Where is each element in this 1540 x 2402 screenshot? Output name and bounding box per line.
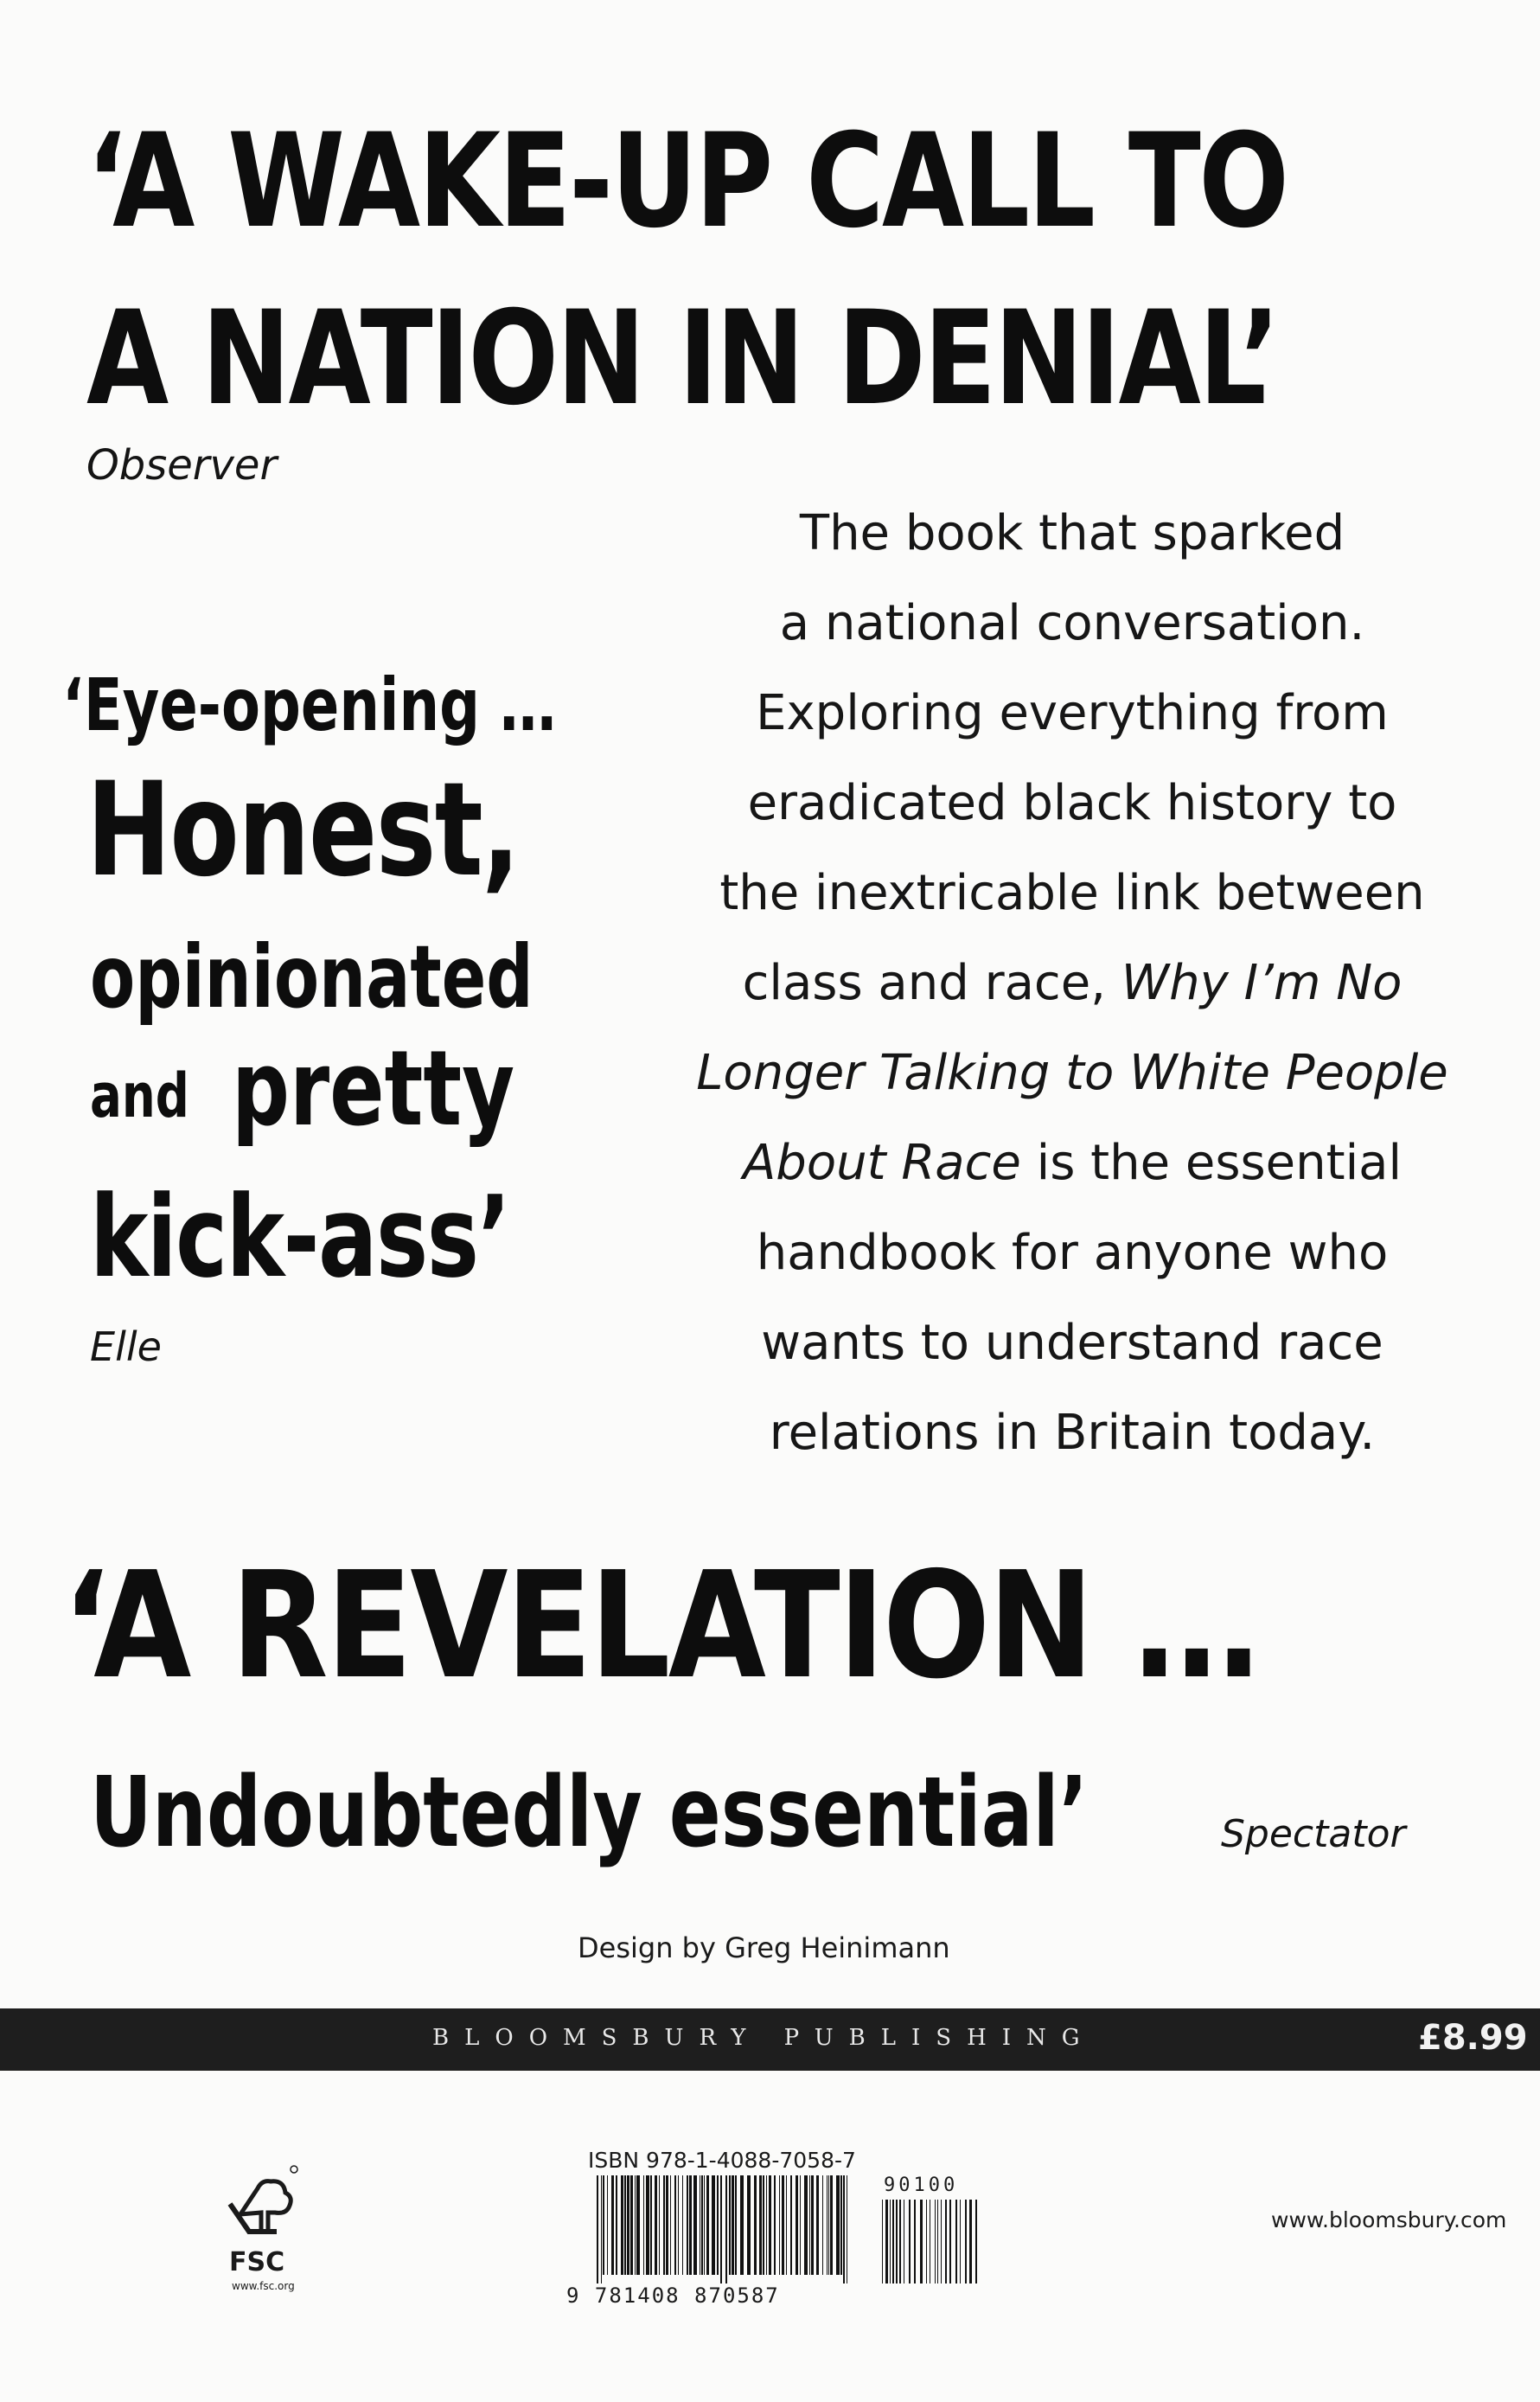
quote-observer-line2: A NATION IN DENIAL’ bbox=[86, 284, 1279, 434]
barcode-bar bbox=[786, 2175, 787, 2275]
barcode-bar bbox=[659, 2175, 660, 2275]
barcode-bar bbox=[624, 2175, 626, 2275]
barcode-addon-bar bbox=[955, 2200, 957, 2284]
barcode-addon-bar bbox=[975, 2200, 977, 2284]
quote-spectator-line2: Undoubtedly essential’ bbox=[90, 1757, 1089, 1869]
blurb-line: the inextricable link between bbox=[719, 865, 1425, 921]
blurb-line bbox=[674, 1028, 1470, 1118]
barcode-bar bbox=[616, 2175, 617, 2275]
barcode-bar bbox=[729, 2175, 731, 2275]
barcode-bar bbox=[732, 2175, 734, 2275]
barcode-addon-bar bbox=[969, 2200, 972, 2284]
blurb-line: a national conversation. bbox=[779, 595, 1365, 651]
barcode-addon-bar bbox=[960, 2200, 961, 2284]
barcode-bar bbox=[603, 2175, 604, 2275]
blurb-line: eradicated black history to bbox=[747, 775, 1397, 831]
blurb-text: is the essential bbox=[1020, 1135, 1403, 1191]
barcode-bar bbox=[836, 2175, 840, 2275]
barcode-bar bbox=[650, 2175, 652, 2275]
barcode-addon-bar bbox=[935, 2200, 936, 2284]
barcode-bar bbox=[635, 2175, 636, 2275]
barcode-bar bbox=[674, 2175, 676, 2275]
barcode-bar bbox=[655, 2175, 657, 2275]
barcode-bar bbox=[607, 2175, 608, 2275]
barcode-digits: 9 781408 870587 bbox=[566, 2284, 780, 2308]
barcode-addon-bar bbox=[937, 2200, 938, 2284]
book-title-part: Why I’m No bbox=[1121, 955, 1403, 1011]
barcode-bar bbox=[701, 2175, 703, 2275]
barcode-bar bbox=[763, 2175, 764, 2275]
barcode-bar bbox=[663, 2175, 665, 2275]
barcode-bar bbox=[627, 2175, 629, 2275]
barcode-addon-bar bbox=[965, 2200, 967, 2284]
barcode-addon-bar bbox=[949, 2200, 951, 2284]
quote-elle-line1: ‘Eye-opening … bbox=[62, 663, 557, 747]
quote-elle-line4-pretty: pretty bbox=[232, 1029, 515, 1150]
barcode-bar bbox=[809, 2175, 810, 2275]
blurb-line: handbook for anyone who bbox=[756, 1225, 1389, 1281]
barcode-bar bbox=[816, 2175, 819, 2275]
blurb-line: Exploring everything from bbox=[756, 685, 1389, 741]
barcode-bar bbox=[689, 2175, 692, 2275]
barcode-bar bbox=[822, 2175, 823, 2275]
barcode-bar bbox=[720, 2175, 722, 2284]
barcode-bar bbox=[774, 2175, 776, 2275]
barcode-bar bbox=[830, 2175, 833, 2275]
barcode-addon-bar bbox=[909, 2200, 911, 2284]
quote-observer-line1: ‘A WAKE-UP CALL TO bbox=[86, 106, 1288, 257]
barcode-addon-bar bbox=[920, 2200, 923, 2284]
quote-elle-line4-and: and bbox=[90, 1060, 189, 1131]
barcode-addon-bar bbox=[890, 2200, 891, 2284]
barcode-bar bbox=[759, 2175, 762, 2275]
barcode-bar bbox=[611, 2175, 614, 2275]
barcode-bar bbox=[800, 2175, 801, 2275]
barcode-bar bbox=[740, 2175, 744, 2275]
barcode-addon-bar bbox=[899, 2200, 901, 2284]
barcode-bar bbox=[704, 2175, 705, 2275]
barcode-bar bbox=[621, 2175, 623, 2275]
barcode-addon-bar bbox=[941, 2200, 942, 2284]
blurb-line: wants to understand race bbox=[761, 1315, 1383, 1371]
barcode-addon-bar bbox=[885, 2200, 888, 2284]
barcode-bar bbox=[766, 2175, 767, 2275]
book-title-part: About Race bbox=[742, 1135, 1021, 1191]
barcode-bar bbox=[636, 2175, 640, 2275]
blurb-text: class and race, bbox=[742, 955, 1121, 1011]
quote-spectator-line1: ‘A REVELATION … bbox=[62, 1540, 1258, 1712]
barcode-bar bbox=[630, 2175, 633, 2275]
blurb-line: relations in Britain today. bbox=[769, 1405, 1376, 1461]
fsc-label: FSC bbox=[229, 2247, 285, 2277]
quote-source-observer: Observer bbox=[86, 441, 278, 490]
price-label: £8.99 bbox=[1418, 2018, 1528, 2058]
blurb-line bbox=[674, 1118, 1470, 1208]
barcode-addon-bar bbox=[914, 2200, 916, 2284]
quote-source-elle: Elle bbox=[90, 1323, 162, 1370]
barcode-bar bbox=[754, 2175, 757, 2275]
barcode-bar bbox=[779, 2175, 780, 2275]
barcode-bar bbox=[840, 2175, 842, 2275]
fsc-url: www.fsc.org bbox=[232, 2280, 295, 2292]
book-blurb bbox=[674, 489, 1470, 1478]
isbn-number: ISBN 978-1-4088-7058-7 bbox=[588, 2148, 856, 2173]
barcode-bar bbox=[782, 2175, 784, 2275]
barcode-bar bbox=[670, 2175, 671, 2275]
blurb-line: The book that sparked bbox=[799, 505, 1345, 561]
publisher-name: BLOOMSBURY PUBLISHING bbox=[432, 2025, 1096, 2051]
barcode-bar bbox=[706, 2175, 709, 2275]
barcode-addon-bar bbox=[945, 2200, 947, 2284]
fsc-tree-icon bbox=[223, 2162, 301, 2252]
quote-elle-line5: kick-ass’ bbox=[90, 1171, 510, 1303]
barcode-bar bbox=[678, 2175, 679, 2275]
barcode-addon-bar bbox=[896, 2200, 898, 2284]
barcode-bar bbox=[643, 2175, 644, 2275]
barcode-bar bbox=[687, 2175, 688, 2275]
barcode-bar bbox=[811, 2175, 814, 2275]
design-credit: Design by Greg Heinimann bbox=[578, 1931, 950, 1964]
barcode-bar bbox=[790, 2175, 792, 2275]
quote-elle-line3: opinionated bbox=[90, 926, 534, 1028]
quote-elle-line2: Honest, bbox=[86, 755, 520, 906]
quote-source-spectator: Spectator bbox=[1221, 1812, 1406, 1856]
barcode-bar bbox=[646, 2175, 649, 2275]
barcode-bar bbox=[666, 2175, 668, 2275]
barcode-bar bbox=[804, 2175, 808, 2275]
barcode-addon-digits: 90100 bbox=[884, 2175, 959, 2196]
barcode-bar bbox=[747, 2175, 751, 2275]
blurb-line bbox=[674, 938, 1470, 1028]
barcode-bar bbox=[682, 2175, 683, 2275]
barcode-bar bbox=[796, 2175, 798, 2275]
barcode-bar bbox=[693, 2175, 697, 2275]
barcode-bar bbox=[843, 2175, 845, 2284]
barcode-bar bbox=[712, 2175, 715, 2275]
barcode-bar bbox=[717, 2175, 719, 2275]
barcode-bar bbox=[597, 2175, 598, 2284]
barcode-bar bbox=[769, 2175, 771, 2275]
barcode-bar bbox=[725, 2175, 727, 2284]
book-title-part: Longer Talking to White People bbox=[696, 1045, 1448, 1101]
barcode-addon-bar bbox=[926, 2200, 927, 2284]
barcode-addon-bar bbox=[892, 2200, 894, 2284]
barcode-bar bbox=[601, 2175, 602, 2284]
publisher-website: www.bloomsbury.com bbox=[1271, 2207, 1507, 2232]
barcode-bar bbox=[827, 2175, 828, 2275]
barcode-addon-bar bbox=[882, 2200, 883, 2284]
barcode-bar bbox=[735, 2175, 737, 2275]
barcode-bar bbox=[828, 2175, 829, 2275]
